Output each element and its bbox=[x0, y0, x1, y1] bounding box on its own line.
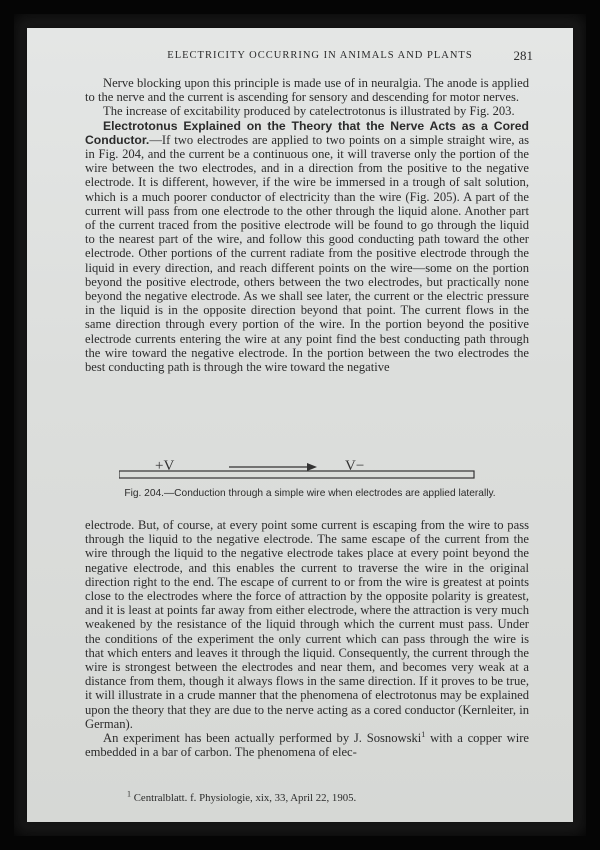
book-page bbox=[27, 28, 573, 822]
footnote-marker: 1 bbox=[127, 789, 131, 799]
section-heading: Electrotonus Explained on the Theory that the Nerve Acts as a Cored Conductor. bbox=[85, 118, 529, 147]
page-number: 281 bbox=[513, 48, 533, 63]
text-block-bottom bbox=[85, 518, 529, 759]
section-paragraph bbox=[85, 119, 529, 375]
paragraph: The increase of excitability produced by catelectrotonus is illustrated by Fig. 203. bbox=[103, 104, 515, 119]
footnote-ref: 1 bbox=[421, 729, 426, 739]
figure-204-diagram bbox=[119, 458, 489, 488]
arrow-head bbox=[307, 463, 317, 471]
footnote bbox=[127, 789, 357, 804]
positive-electrode-label: +V bbox=[155, 458, 175, 474]
paragraph bbox=[85, 731, 529, 759]
footnote-text: Centralblatt. f. Physiologie, xix, 33, April 22, 1905. bbox=[133, 792, 357, 804]
text-block-top bbox=[85, 76, 529, 374]
negative-electrode-label: V− bbox=[345, 458, 365, 474]
section-body: —If two electrodes are applied to two points on a simple straight wire, as in Fig. 204, and the current be a continuous one, it will traverse only the portion of the wire between the two electrodes, and in a direction from the positive to the negative electrode. It is different, however, if the wire be immersed in a trough of salt solution, which is a much poorer conductor of electricity than the wire (Fig. 205). A part of the current will pass from one electrode to the other through the liquid alone. Another part of the current traced from the positive electrode will be found to go through the liquid to the nearest part of the wire, and follow this good conducting path toward the other electrode. Other portions of the current radiate from the positive electrode through the liquid in every direction, and reach different points on the wire—some on the portion beyond the positive electrode, others between the two electrodes, but practically none beyond the negative electrode. As we shall see later, the current or the electric pressure in the liquid is in the opposite direction beyond that point. The current flows in the same direction through every portion of the wire. In the portion beyond the positive electrode currents entering the wire at any point find the best conducting path through the wire toward the negative electrode. In the portion between the two electrodes the best conducting path is through the wire toward the negative bbox=[85, 132, 529, 375]
paragraph-start: An experiment has been actually performed by J. Sosnowski bbox=[103, 731, 422, 746]
figure-caption: Fig. 204.—Conduction through a simple wire when electrodes are applied laterally. bbox=[124, 488, 496, 499]
paragraph: electrode. But, of course, at every point some current is escaping from the wire to pass through the liquid to the negative electrode. The same escape of the current from the wire through the liquid to the negative electrode takes place at every point beyond the negative electrode, and this enables the current to traverse the wire in the original direction right to the end. The escape of current to or from the wire is greatest at points close to the electrodes where the force of attraction by the opposite polarity is greatest, and it is least at points far away from either electrode, where the attraction is very much weakened by the resistance of the liquid through which the current must pass. Under the conditions of the experiment the only current which can pass through the wire is that which enters and leaves it through the liquid. Consequently, the current through the wire is strongest between the electrodes and near them, and becomes very weak at a distance from them, though it always flows in the same direction. If it proves to be true, it will illustrate in a crude manner that the phenomena of electrotonus may be explained upon the theory that they are due to the nerve acting as a cored conductor (Kernleiter, in German). bbox=[85, 518, 529, 731]
paragraph-rest: with a copper wire embedded in a bar of carbon. The phenomena of elec- bbox=[85, 731, 529, 760]
running-title: ELECTRICITY OCCURRING IN ANIMALS AND PLANTS bbox=[167, 50, 473, 61]
paragraph: Nerve blocking upon this principle is made use of in neuralgia. The anode is applied to the nerve and the current is ascending for sensory and descending for motor nerves. bbox=[85, 76, 529, 105]
